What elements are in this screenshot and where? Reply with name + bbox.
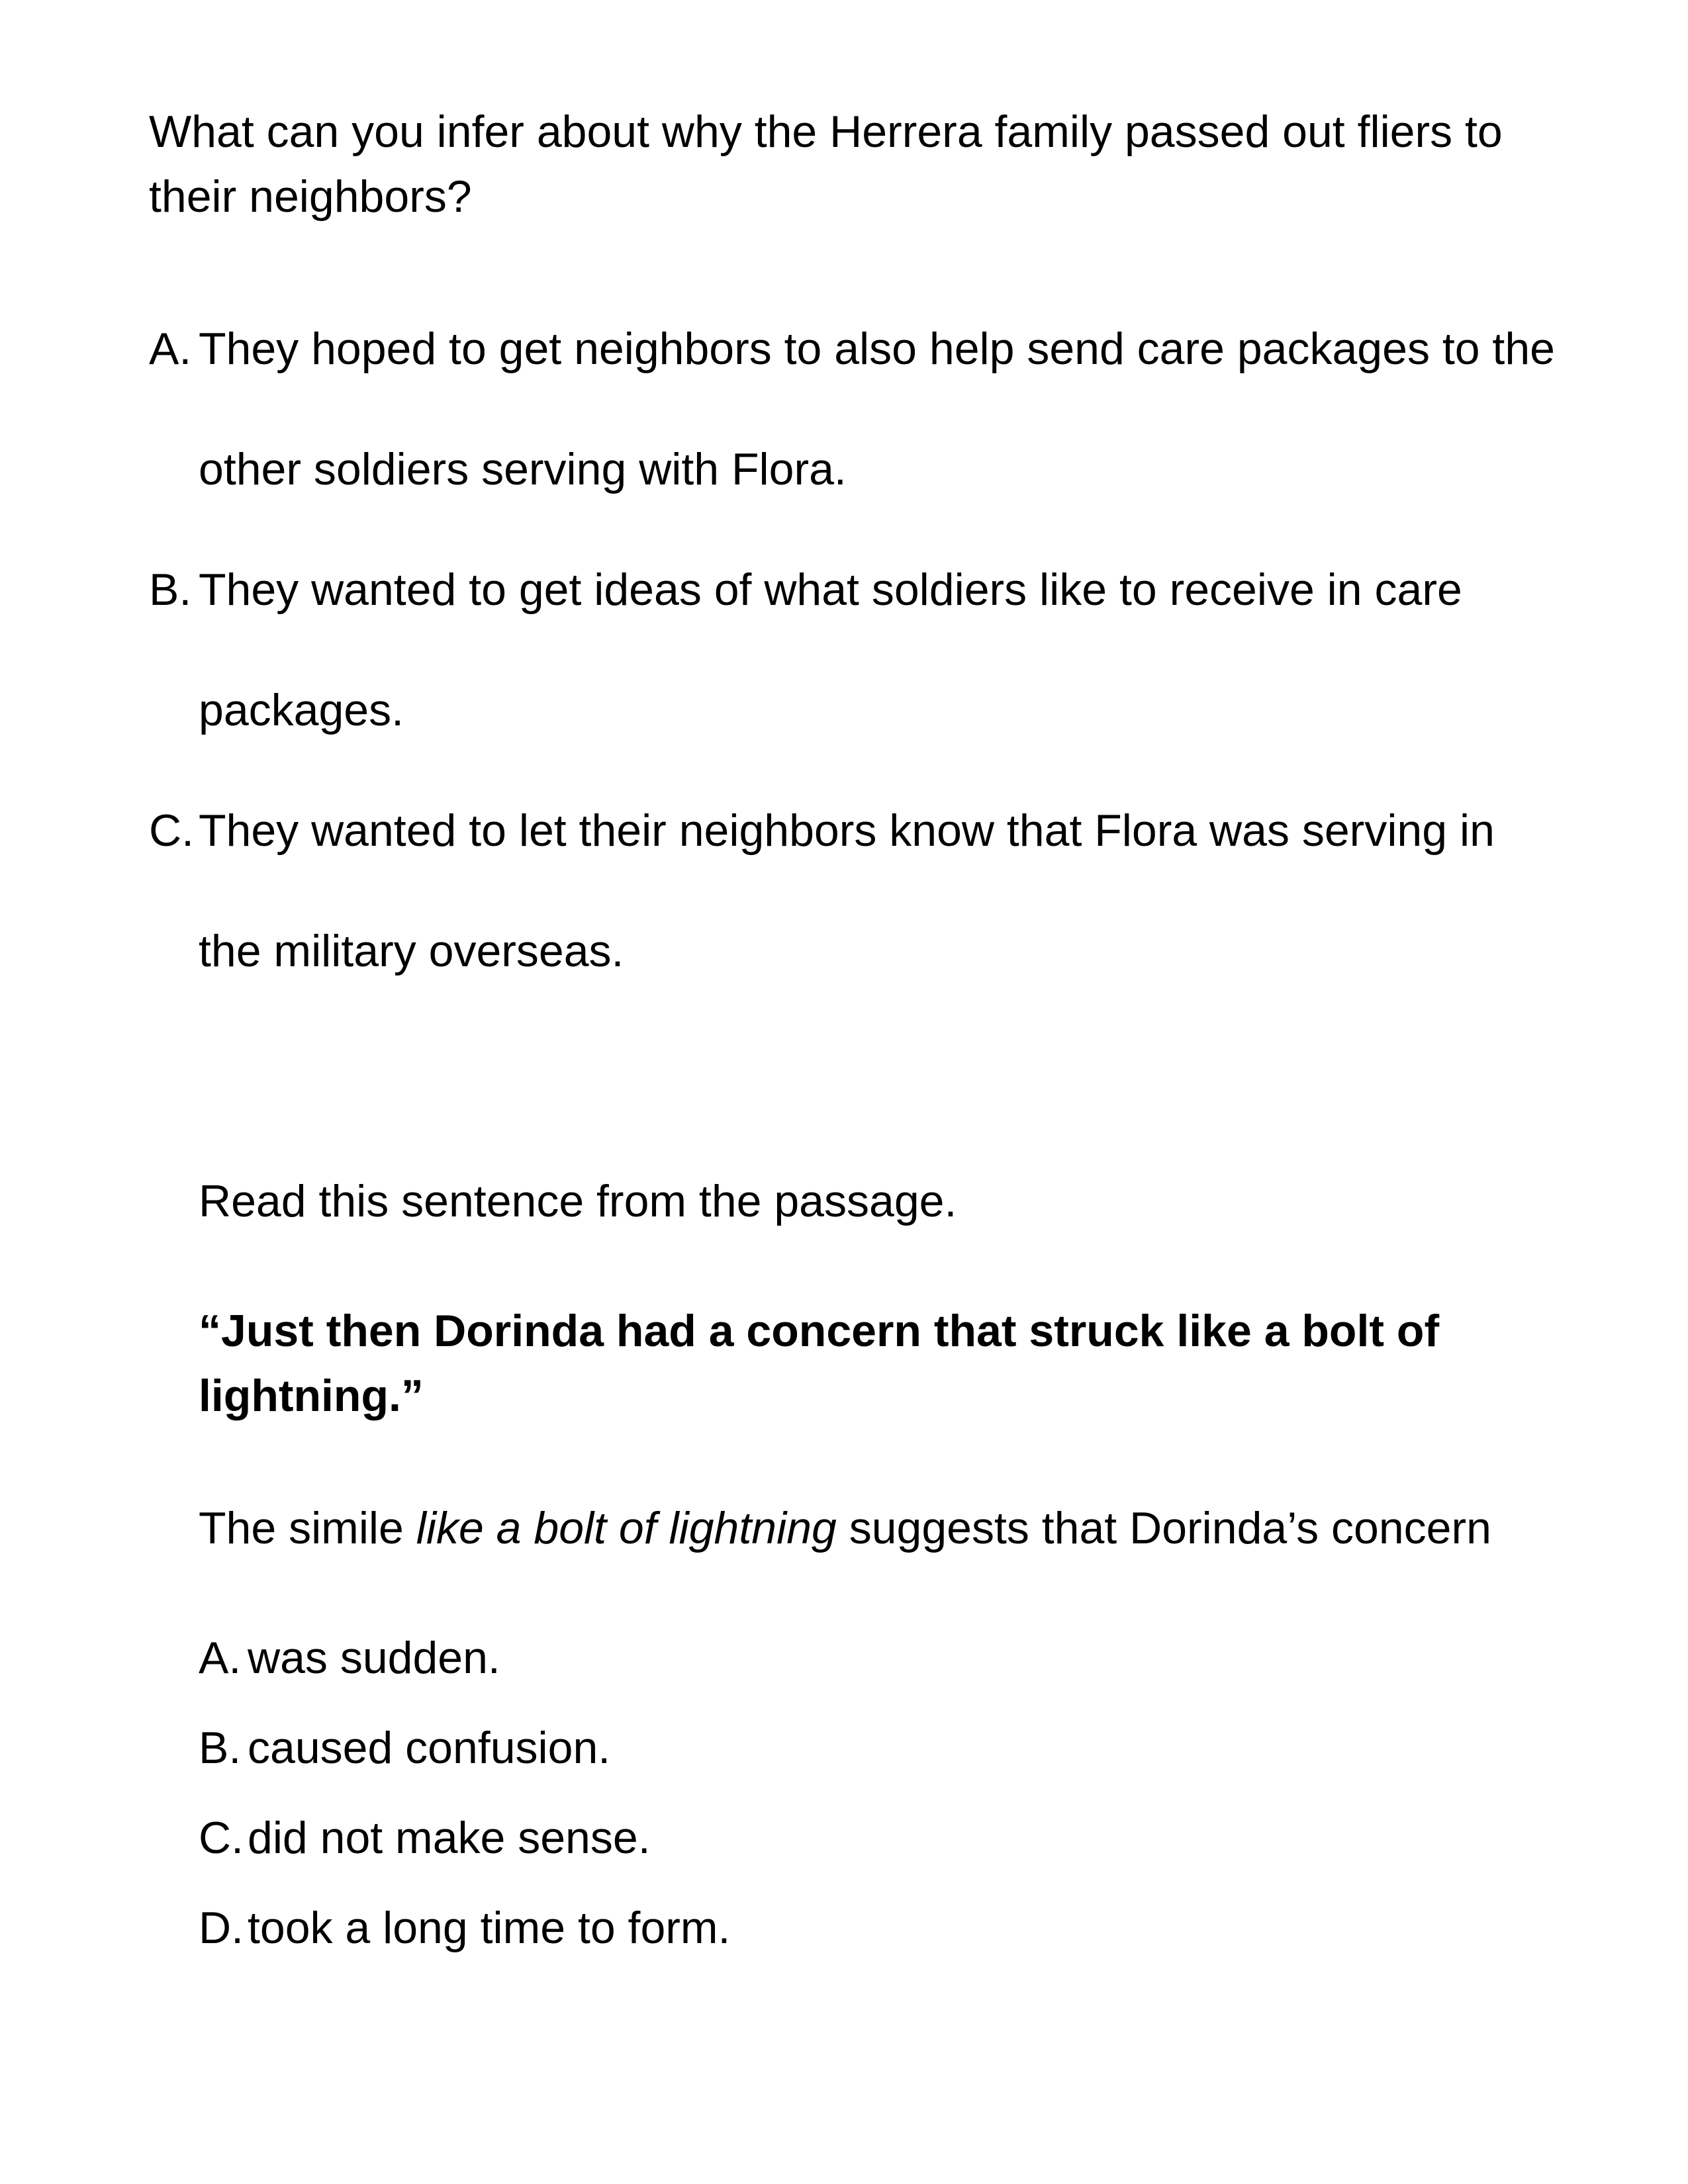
option-letter: D. [199,1903,244,1953]
option-letter: A. [199,1633,242,1683]
quote-line-2: lightning.” [199,1371,424,1421]
question-1-prompt-line-2: their neighbors? [149,171,472,222]
option-text: did not make sense. [248,1813,651,1863]
quote-line-1: “Just then Dorinda had a concern that struck like a bolt of [199,1306,1440,1356]
option-text: took a long time to form. [248,1903,731,1953]
stem-text-before: The simile [199,1503,416,1553]
option-text: caused confusion. [248,1723,611,1773]
option-text-line-1: They wanted to get ideas of what soldiers like to receive in care [199,565,1462,615]
option-letter: C. [149,805,194,856]
option-text-line-2: packages. [199,685,404,735]
stem-text-italic: like a bolt of lightning [416,1503,837,1553]
option-letter: C. [199,1813,244,1863]
option-text-line-2: other soldiers serving with Flora. [199,444,847,494]
option-text-line-1: They hoped to get neighbors to also help send care packages to the [199,324,1555,374]
question-2-stem [199,1496,1491,1561]
option-text-line-1: They wanted to let their neighbors know that Flora was serving in [199,805,1495,856]
option-letter: B. [149,565,192,615]
question-1-prompt-line-1: What can you infer about why the Herrera family passed out fliers to [149,107,1503,157]
stem-text-after: suggests that Dorinda’s concern [836,1503,1491,1553]
option-letter: B. [199,1723,242,1773]
question-2-instruction: Read this sentence from the passage. [199,1176,957,1226]
option-text: was sudden. [248,1633,500,1683]
option-letter: A. [149,324,192,374]
option-text-line-2: the military overseas. [199,926,624,976]
